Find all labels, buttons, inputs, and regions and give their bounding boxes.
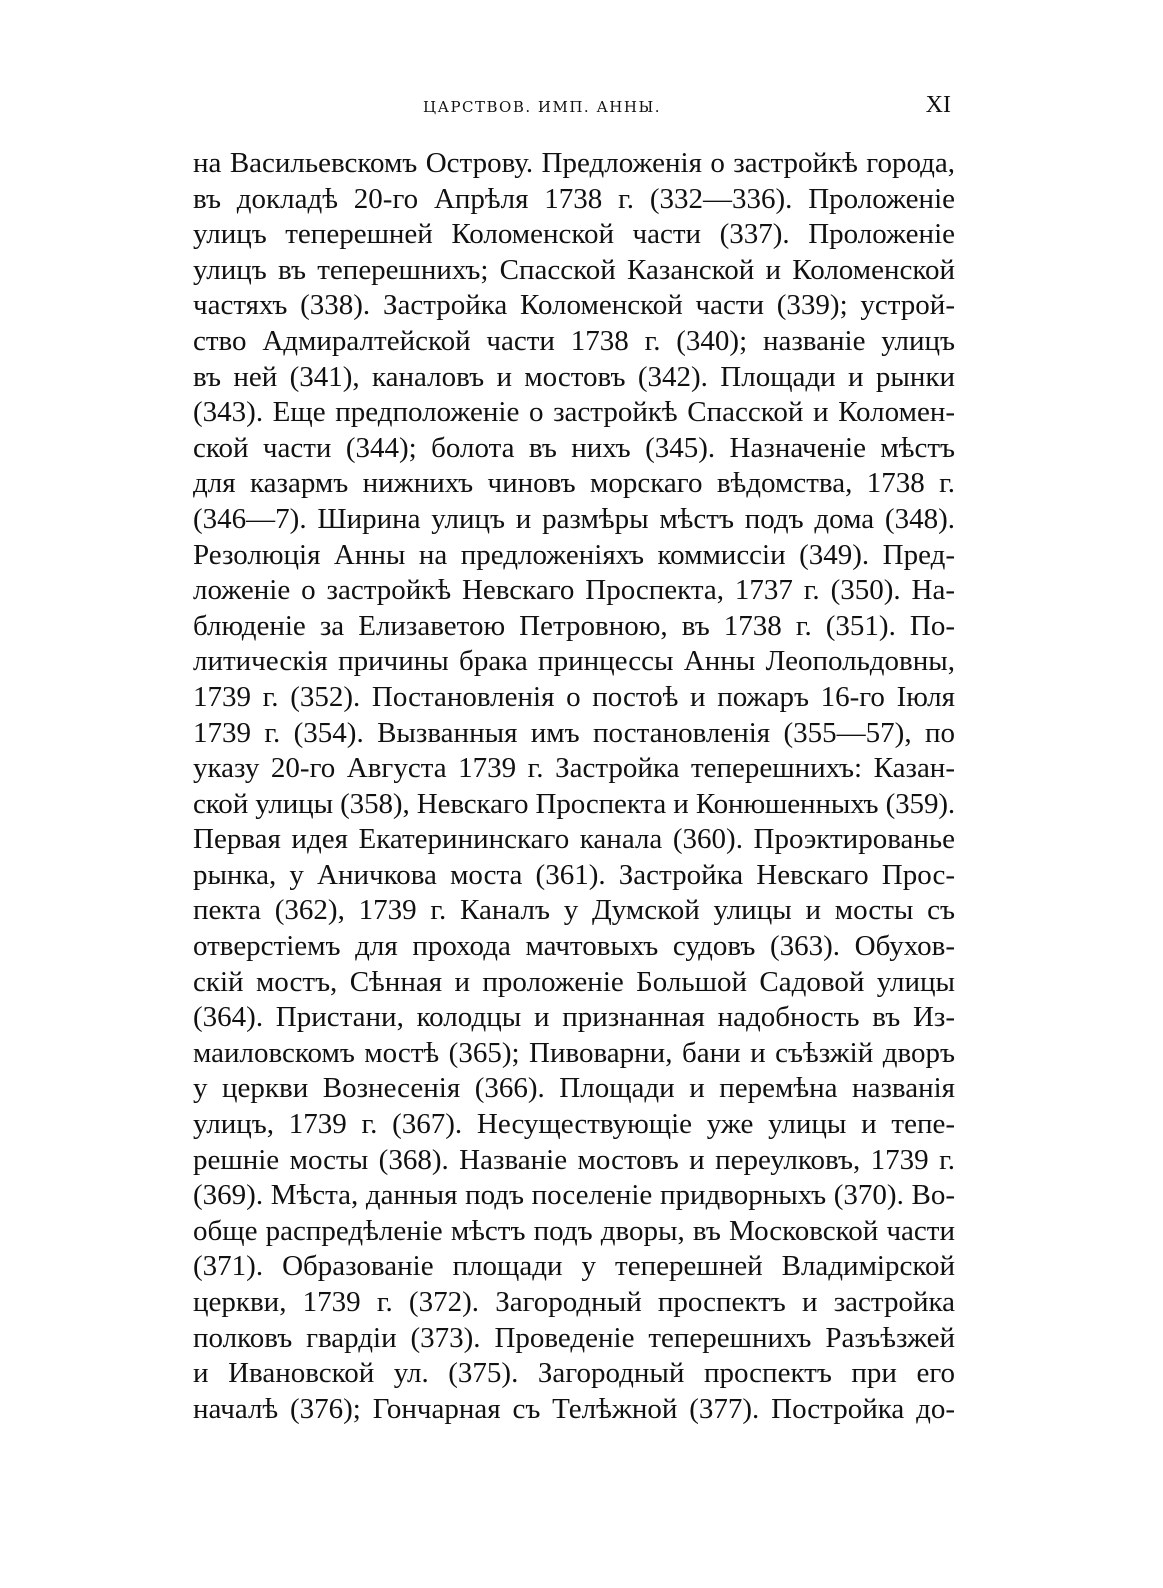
text-line: ской части (344); болота въ нихъ (345). Назначеніе мѣстъ [193,431,955,464]
text-line: блюденіе за Елизаветою Петровною, въ 1738 г. (351). По- [193,609,955,642]
text-line: церкви, 1739 г. (372). Загородный проспектъ и застройка [193,1286,955,1318]
text-line: 1739 г. (352). Постановленія о постоѣ и пожаръ 16-го Іюля [193,680,955,713]
text-line: и Ивановской ул. (375). Загородный проспектъ при его [193,1357,955,1390]
running-title: ЦАРСТВОВ. ИМП. АННЫ. [423,98,662,116]
text-line: для казармъ нижнихъ чиновъ морскаго вѣдомства, 1738 г. [193,467,955,500]
text-line: Резолюція Анны на предложеніяхъ коммиссіи (349). Пред- [193,538,955,571]
text-line: (346—7). Ширина улицъ и размѣры мѣстъ подъ дома (348). [193,502,955,535]
text-line: (364). Пристани, колодцы и признанная надобность въ Из- [193,1001,955,1034]
text-line: улицъ въ теперешнихъ; Спасской Казанской и Коломенской [193,253,955,286]
text-line: у церкви Вознесенія (366). Площади и перемѣна названія [193,1072,955,1105]
text-line: 1739 г. (354). Вызванныя имъ постановленія (355—57), по [193,716,955,749]
text-line: рынка, у Аничкова моста (361). Застройка Невскаго Прос- [193,858,955,891]
text-line: ложеніе о застройкѣ Невскаго Проспекта, 1737 г. (350). На- [193,574,955,607]
text-line: (343). Еще предположеніе о застройкѣ Спасской и Коломен- [193,396,955,429]
page-number: XI [925,92,951,118]
text-line: началѣ (376); Гончарная съ Телѣжной (377). Постройка до- [193,1392,955,1425]
text-line: скій мостъ, Сѣнная и проложеніе Большой Садовой улицы [193,965,955,998]
text-line: (369). Мѣста, данныя подъ поселеніе придворныхъ (370). Во- [193,1179,955,1212]
text-line: частяхъ (338). Застройка Коломенской части (339); устрой- [193,289,955,322]
text-line: на Васильевскомъ Острову. Предложенія о застройкѣ города, [193,147,955,179]
body-text [193,146,955,1427]
text-line: улицъ теперешней Коломенской части (337). Проложеніе [193,218,955,251]
text-line: Первая идея Екатерининскаго канала (360). Проэктированье [193,823,955,856]
text-line: решніе мосты (368). Названіе мостовъ и переулковъ, 1739 г. [193,1143,955,1176]
text-line: пекта (362), 1739 г. Каналъ у Думской улицы и мосты съ [193,894,955,927]
page-header [193,92,955,122]
text-line: улицъ, 1739 г. (367). Несуществующіе уже улицы и тепе- [193,1108,955,1141]
text-line: отверстіемъ для прохода мачтовыхъ судовъ (363). Обухов- [193,930,955,963]
text-line: въ ней (341), каналовъ и мостовъ (342). Площади и рынки [193,360,955,393]
text-line: полковъ гвардіи (373). Проведеніе теперешнихъ Разъѣзжей [193,1321,955,1354]
text-line: въ докладѣ 20-го Апрѣля 1738 г. (332—336). Проложеніе [193,182,955,215]
text-line: маиловскомъ мостѣ (365); Пивоварни, бани и съѣзжій дворъ [193,1036,955,1069]
text-line: обще распредѣленіе мѣстъ подъ дворы, въ Московской части [193,1214,955,1247]
text-line: (371). Образованіе площади у теперешней Владимірской [193,1250,955,1283]
text-line: ство Адмиралтейской части 1738 г. (340); названіе улицъ [193,324,955,357]
text-line: ской улицы (358), Невскаго Проспекта и Конюшенныхъ (359). [193,787,955,820]
text-line: литическія причины брака принцессы Анны Леопольдовны, [193,645,955,678]
text-line: указу 20-го Августа 1739 г. Застройка теперешнихъ: Казан- [193,752,955,785]
